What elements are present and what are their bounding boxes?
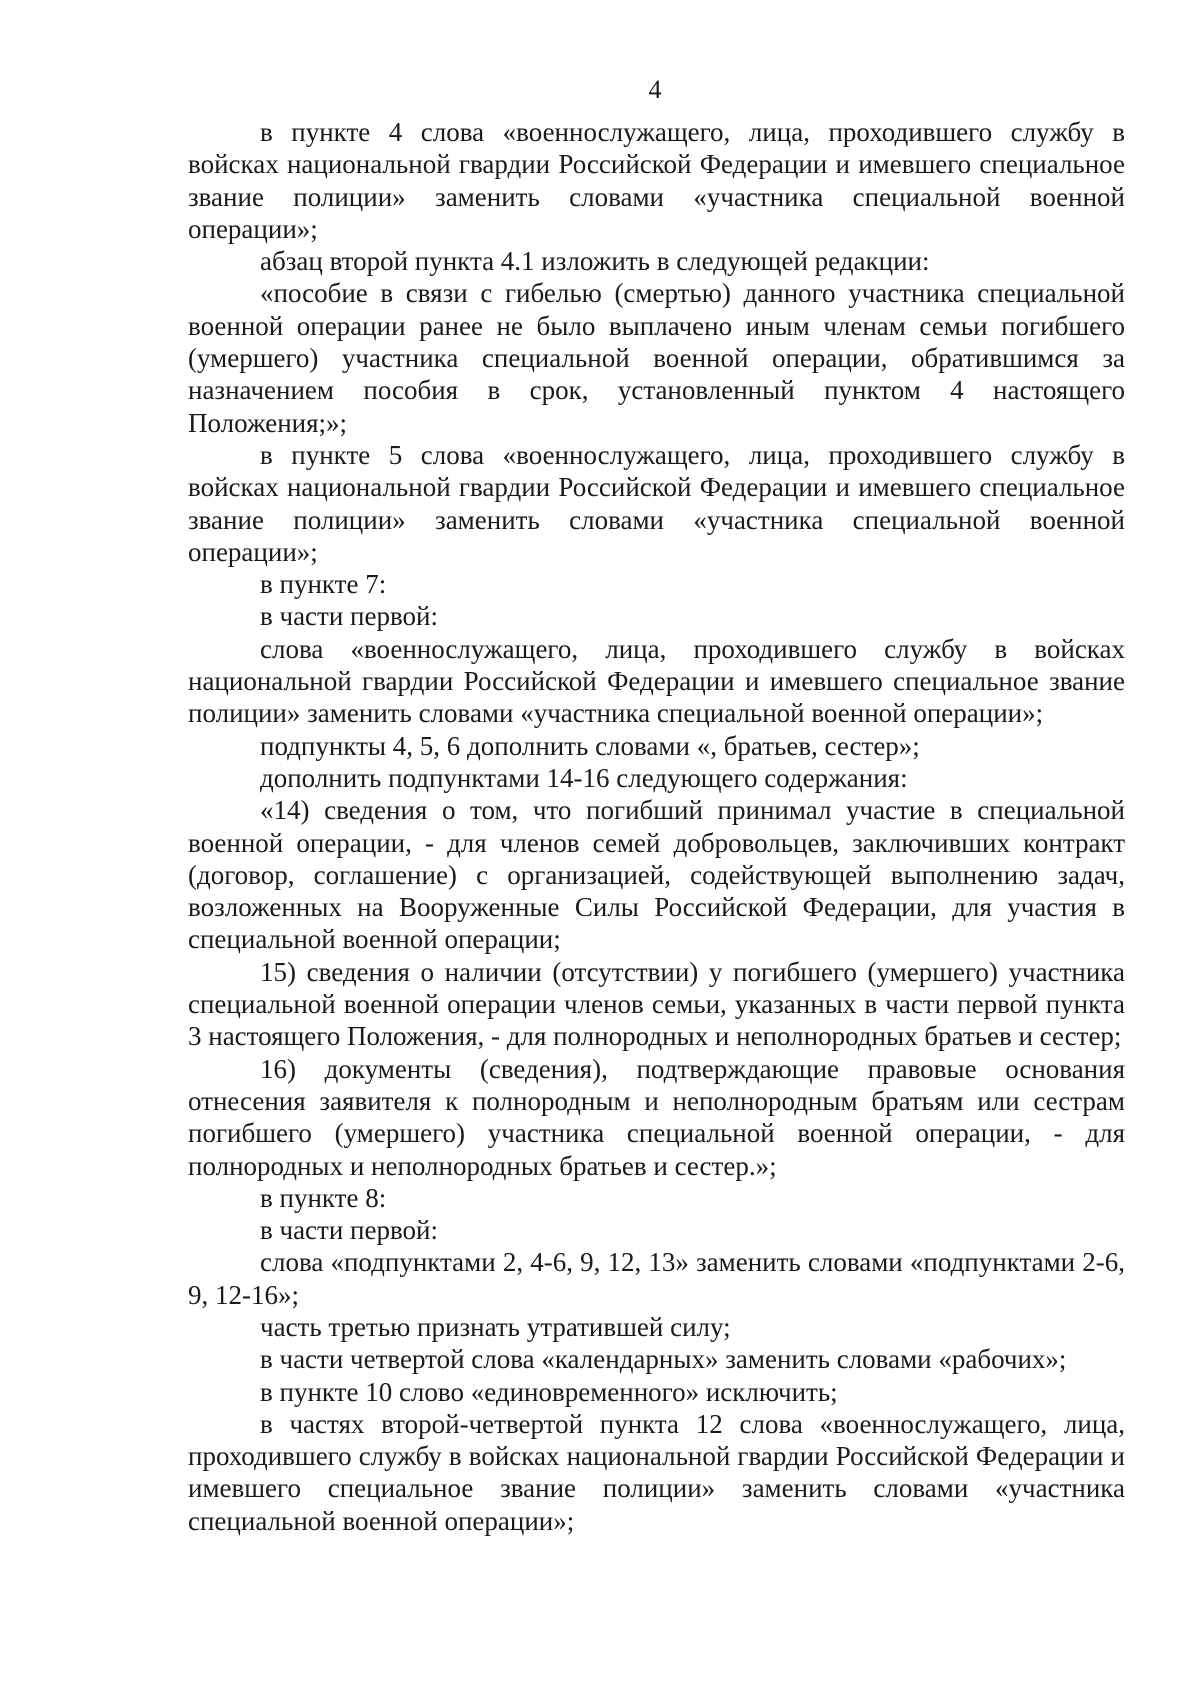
paragraph: абзац второй пункта 4.1 изложить в следующей редакции: xyxy=(260,246,930,277)
page-number: 4 xyxy=(648,75,662,104)
paragraph: в пункте 4 слова «военнослужащего, лица, проходившего службу в войсках национальной гвардии Российской Федерации и имевшего специальное звание полиции» заменить словами «участника специальной военной операции»; xyxy=(188,117,1125,244)
paragraph: в пункте 8: xyxy=(260,1182,387,1213)
paragraph: часть третью признать утратившей силу; xyxy=(260,1311,731,1342)
paragraph: «пособие в связи с гибелью (смертью) данного участника специальной военной операции ранее не было выплачено иным членам семьи погибшего (умершего) участника специальной военной операции, обратившимся за назначением пособия в срок, установленный пунктом 4 настоящего Положения;»; xyxy=(188,278,1125,438)
document-body xyxy=(188,116,1125,1537)
paragraph: в пункте 5 слова «военнослужащего, лица, проходившего службу в войсках национальной гвардии Российской Федерации и имевшего специальное звание полиции» заменить словами «участника специальной военной операции»; xyxy=(188,439,1125,567)
paragraph: в пункте 7: xyxy=(260,569,387,600)
paragraph: дополнить подпунктами 14-16 следующего содержания: xyxy=(260,762,908,793)
paragraph: слова «военнослужащего, лица, проходившего службу в войсках национальной гвардии Российской Федерации и имевшего специальное звание полиции» заменить словами «участника специальной военной операции»; xyxy=(188,633,1125,729)
paragraph: в части первой: xyxy=(260,1215,438,1246)
paragraph: «14) сведения о том, что погибший принимал участие в специальной военной операции, - для членов семей добровольцев, заключивших контракт (договор, соглашение) с организацией, содействующей выполнению задач, возложенных на Вооруженные Силы Российской Федерации, для участия в специальной военной операции; xyxy=(188,795,1125,955)
paragraph: в части первой: xyxy=(260,601,438,632)
paragraph: 15) сведения о наличии (отсутствии) у погибшего (умершего) участника специальной военной операции членов семьи, указанных в части первой пункта 3 настоящего Положения, - для полнородных и неполнородных братьев и сестер; xyxy=(188,956,1125,1052)
paragraph: слова «подпунктами 2, 4-6, 9, 12, 13» заменить словами «подпунктами 2-6, 9, 12-16»; xyxy=(188,1247,1125,1310)
paragraph: подпункты 4, 5, 6 дополнить словами «, братьев, сестер»; xyxy=(260,730,920,761)
paragraph: в частях второй-четвертой пункта 12 слова «военнослужащего, лица, проходившего службу в войсках национальной гвардии Российской Федерации и имевшего специальное звание полиции» заменить словами «участника специальной военной операции»; xyxy=(188,1408,1125,1536)
paragraph: в части четвертой слова «календарных» заменить словами «рабочих»; xyxy=(260,1344,1067,1375)
paragraph: в пункте 10 слово «единовременного» исключить; xyxy=(260,1376,838,1407)
paragraph: 16) документы (сведения), подтверждающие правовые основания отнесения заявителя к полнородным и неполнородным братьям или сестрам погибшего (умершего) участника специальной военной операции, - для полнородных и неполнородных братьев и сестер.»; xyxy=(188,1053,1125,1181)
